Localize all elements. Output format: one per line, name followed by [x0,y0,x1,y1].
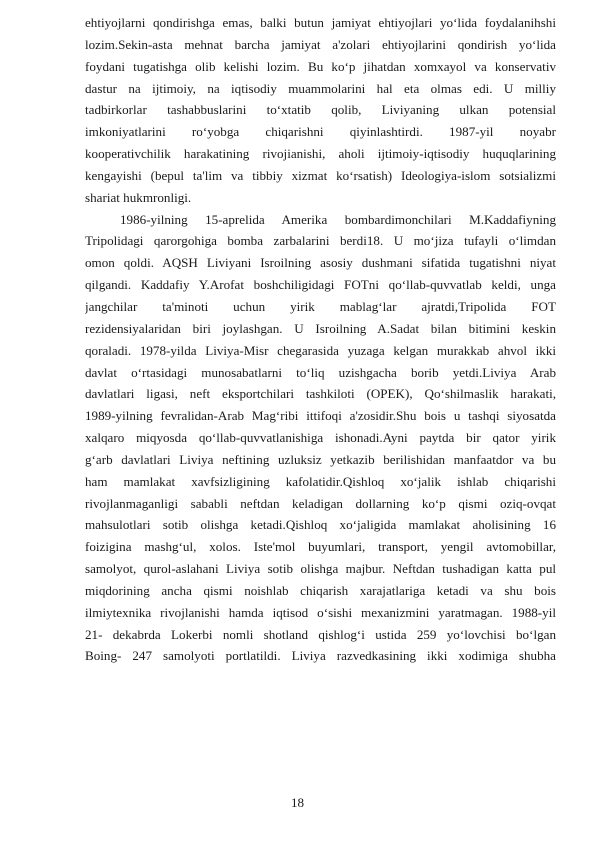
text-line: ilmiytexnika rivojlanishi hamda iqtisod o‘sishi mexanizmini yaratmagan. 1988-yil [85,604,556,620]
text-line: qilgandi. Kaddafiy Y.Arofat boshchiligidagi FOTni qo‘llab-quvvatlab keldi, unga [85,277,556,293]
page-number: 18 [290,795,305,810]
text-line: imkoniyatlarini ro‘yobga chiqarishni qiyinlashtirdi. 1987-yil noyabr [85,124,556,140]
text-line: omon qoldi. AQSH Liviyani Isroilning asosiy dushmani sifatida tugatishni niyat [85,255,556,271]
text-line: tadbirkorlar tashabbuslarini to‘xtatib qolib, Liviyaning ulkan potensial [85,102,556,118]
text-line: samolyot, qurol-aslahani Liviya sotib olishga majbur. Neftdan tushadigan katta pul [85,561,556,577]
text-line: mahsulotlari sotib olishga ketadi.Qishloq xo‘jaligida mamlakat aholisining 16 [85,517,556,533]
text-line: foizigina mashg‘ul, xolos. Iste'mol buyumlari, transport, yengil avtomobillar, [85,539,556,555]
text-line: shariat hukmronligi. [85,189,192,205]
text-line: ham mamlakat xavfsizligining kafolatidir.Qishloq xo‘jalik ishlab chiqarishi [85,473,556,489]
text-line: kooperativchilik harakatining rivojianishi, aholi ijtimoiy-iqtisodiy huquqlarining [85,146,556,162]
text-line: g‘arb davlatlari Liviya neftining uzluksiz yetkazib berilishidan manfaatdor va bu [85,451,556,467]
text-line: dastur na ijtimoiy, na iqtisodiy muammolarini hal eta olmas edi. U milliy [85,80,556,96]
text-line: xalqaro miqyosda qo‘llab-quvvatlanishiga ishonadi.Ayni paytda bir qator yirik [85,430,556,446]
text-line: kengayishi (bepul ta'lim va tibbiy xizmat ko‘rsatish) Ideologiya-islom sotsializmi [85,167,556,183]
text-line: Tripolidagi qarorgohiga bomba zarbalarini berdi18. U mo‘jiza tufayli o‘limdan [85,233,556,249]
text-line: davlat o‘rtasidagi munosabatlarni to‘liq uzishgacha borib yetdi.Liviya Arab [85,364,556,380]
text-line: miqdorining ancha qismi noishlab chiqarish xarajatlariga ketadi va shu bois [85,582,556,598]
paragraph-1 [85,12,556,209]
text-line: foydani tugatishga olib kelishi lozim. Bu ko‘p jihatdan xomxayol va konservativ [85,58,556,74]
text-line: Boing- 247 samolyoti portlatildi. Liviya razvedkasining ikki xodimiga shubha [85,648,556,664]
text-line: qoraladi. 1978-yilda Liviya-Misr chegarasida yuzaga kelgan murakkab ahvol ikki [85,342,556,358]
paragraph-2 [85,209,556,668]
text-line: 1986-yilning 15-aprelida Amerika bombardimonchilari M.Kaddafiyning [120,211,556,227]
text-line: rivojlanmaganligi sababli neftdan keladigan dollarning ko‘p qismi oziq-ovqat [85,495,556,511]
text-line: davlatlari ligasi, neft eksportchilari tashkiloti (OPEK), Qo‘shilmaslik harakati, [85,386,556,402]
text-line: 1989-yilning fevralidan-Arab Mag‘ribi ittifoqi a'zosidir.Shu bois u tashqi siyosatda [85,408,556,424]
text-line: ehtiyojlarni qondirishga emas, balki butun jamiyat ehtiyojlari yo‘lida foydalanihshi [85,15,556,30]
text-line: 21- dekabrda Lokerbi nomli shotland qishlog‘i ustida 259 yo‘lovchisi bo‘lgan [85,626,556,642]
text-line: rezidensiyalaridan biri joylashgan. U Isroilning A.Sadat bilan bitimini keskin [85,320,556,336]
body-text [85,12,556,667]
text-line: lozim.Sekin-asta mehnat barcha jamiyat a'zolari ehtiyojlarini qondirish yo‘lida [85,36,556,52]
text-line: jangchilar ta'minoti uchun yirik mablag‘lar ajratdi,Tripolida FOT [85,298,556,314]
